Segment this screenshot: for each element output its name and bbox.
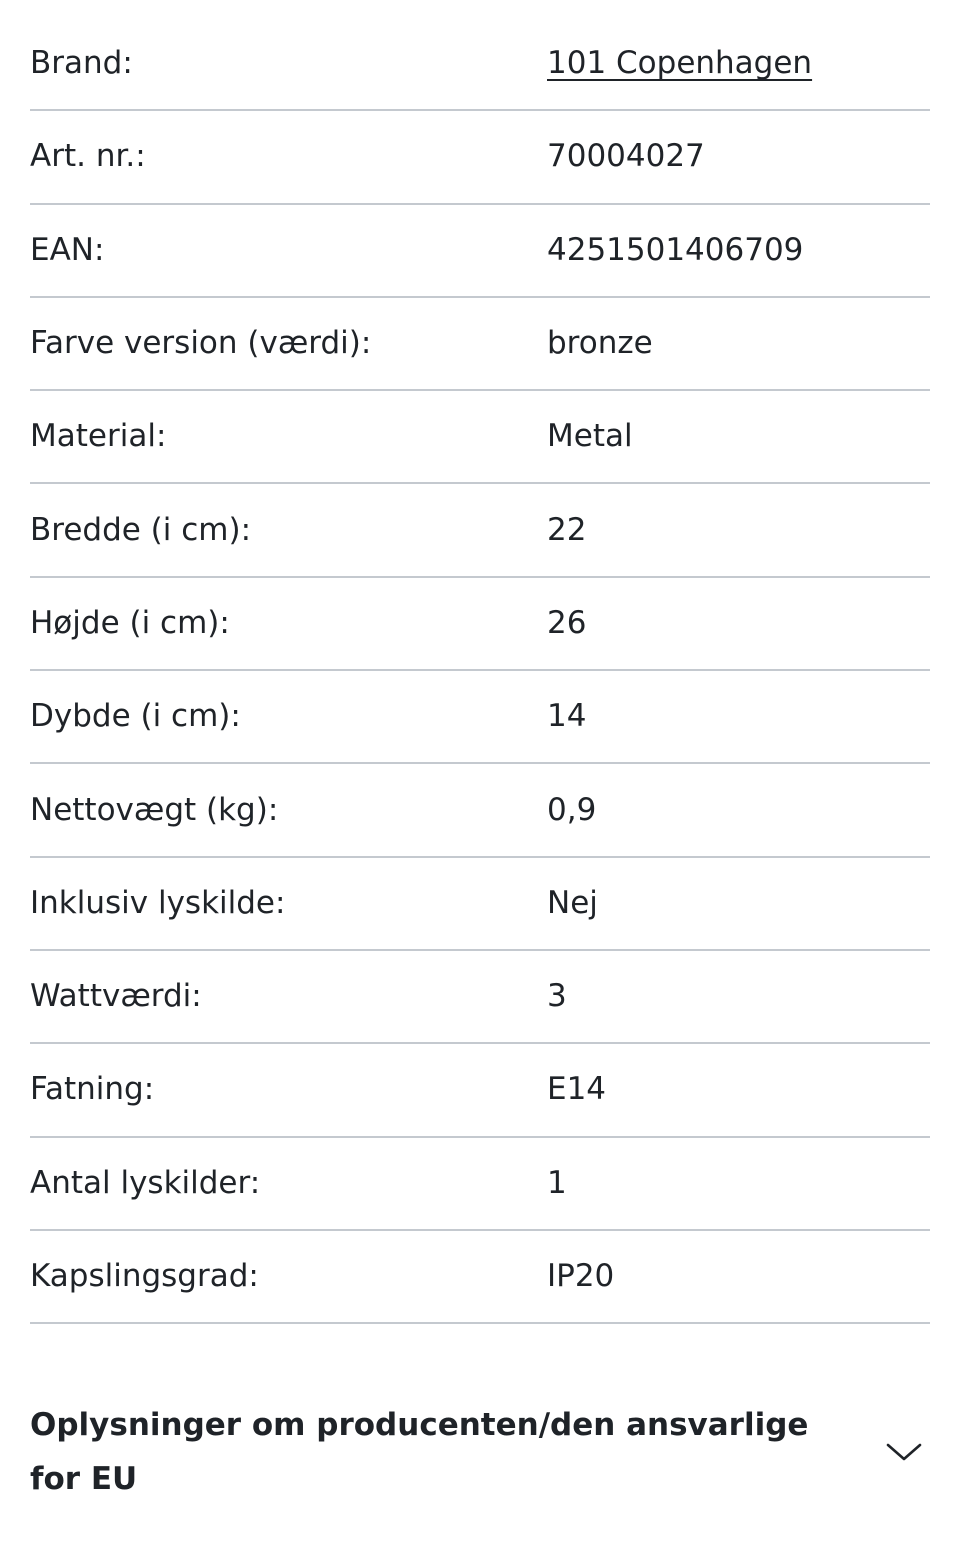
product-specs-table [30, 18, 930, 1324]
spec-value: 0,9 [547, 791, 597, 828]
spec-row-depth [30, 671, 930, 764]
spec-row-wattage [30, 951, 930, 1044]
spec-row-height [30, 578, 930, 671]
spec-value: 26 [547, 604, 587, 641]
chevron-down-icon[interactable] [884, 1432, 924, 1472]
manufacturer-info-accordion[interactable] [30, 1398, 930, 1506]
spec-row-light-source-included [30, 858, 930, 951]
spec-label: Kapslingsgrad: [30, 1258, 259, 1294]
spec-row-light-source-count [30, 1138, 930, 1231]
brand-link[interactable]: 101 Copenhagen [547, 45, 813, 82]
spec-label: EAN: [30, 231, 105, 268]
spec-row-ip-rating [30, 1231, 930, 1324]
spec-value: Metal [547, 418, 633, 455]
spec-label: Wattværdi: [30, 978, 202, 1015]
spec-label: Art. nr.: [30, 138, 146, 175]
spec-value: 14 [547, 698, 587, 735]
spec-row-ean [30, 205, 930, 298]
spec-value: E14 [547, 1071, 607, 1108]
spec-label: Antal lyskilder: [30, 1164, 261, 1201]
spec-value: 3 [547, 978, 567, 1015]
spec-label: Farve version (værdi): [30, 325, 372, 362]
spec-value: 1 [547, 1164, 567, 1201]
spec-row-width [30, 484, 930, 577]
spec-row-socket [30, 1044, 930, 1137]
spec-label: Nettovægt (kg): [30, 791, 279, 828]
accordion-title: Oplysninger om producenten/den ansvarlige for EU [30, 1407, 809, 1497]
spec-row-art-nr [30, 111, 930, 204]
spec-value: 70004027 [547, 138, 705, 175]
spec-row-net-weight [30, 764, 930, 857]
spec-row-material [30, 391, 930, 484]
spec-label: Højde (i cm): [30, 604, 230, 641]
spec-value: bronze [547, 325, 653, 362]
spec-row-brand [30, 18, 930, 111]
spec-label: Inklusiv lyskilde: [30, 884, 286, 921]
spec-label: Material: [30, 418, 167, 455]
spec-value: 4251501406709 [547, 231, 804, 268]
spec-label: Brand: [30, 45, 133, 82]
spec-value: 22 [547, 511, 587, 548]
spec-label: Fatning: [30, 1071, 155, 1108]
spec-label: Bredde (i cm): [30, 511, 252, 548]
spec-label: Dybde (i cm): [30, 698, 241, 735]
spec-value: IP20 [547, 1258, 615, 1294]
spec-value: Nej [547, 884, 598, 921]
spec-row-color [30, 298, 930, 391]
